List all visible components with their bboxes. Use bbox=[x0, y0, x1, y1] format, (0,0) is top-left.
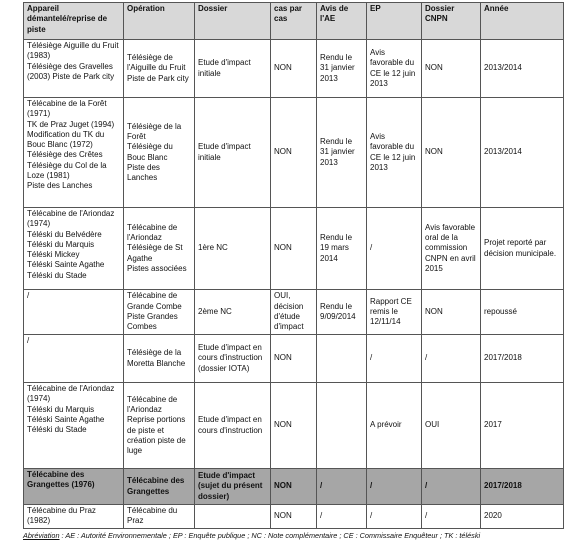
cell-annee bbox=[481, 40, 564, 98]
table-row bbox=[24, 469, 564, 505]
cell-line: / bbox=[425, 511, 428, 521]
cell-line: / bbox=[27, 291, 30, 300]
cell-line: repoussé bbox=[484, 306, 517, 316]
cell-appareil bbox=[24, 335, 124, 383]
cell-avis-ae bbox=[317, 208, 367, 290]
cell-avis-ae bbox=[317, 505, 367, 529]
cell-cas-par-cas bbox=[271, 208, 317, 290]
cell-ep bbox=[367, 335, 422, 383]
cell-dossier bbox=[195, 505, 271, 529]
table-row bbox=[24, 98, 564, 208]
cell-line: 2013/2014 bbox=[484, 147, 522, 157]
cell-line: NON bbox=[274, 420, 292, 430]
cell-line: Télésiège de la Forêt bbox=[127, 121, 182, 141]
cell-line: Rapport CE remis le 12/11/14 bbox=[370, 296, 412, 327]
cell-line: / bbox=[370, 353, 373, 363]
cell-ep bbox=[367, 290, 422, 335]
cell-line: NON bbox=[274, 147, 292, 157]
table-row bbox=[24, 505, 564, 529]
cell-line: Avis favorable du CE le 12 juin 2013 bbox=[370, 131, 416, 172]
cell-line: Téléski du Marquis bbox=[27, 404, 95, 414]
cell-annee bbox=[481, 335, 564, 383]
cell-line: NON bbox=[274, 511, 292, 521]
cell-cas-par-cas bbox=[271, 98, 317, 208]
cell-line: 1ère NC bbox=[198, 243, 228, 253]
cell-line: Projet reporté par décision municipale. bbox=[484, 238, 557, 258]
cell-ep bbox=[367, 383, 422, 469]
cell-line: Télécabine de l'Ariondaz bbox=[127, 222, 178, 243]
cell-appareil bbox=[24, 469, 124, 505]
cell-line: / bbox=[320, 481, 323, 491]
header-cas-par-cas: cas par cas bbox=[271, 3, 317, 40]
cell-line: OUI, décision d'étude d'impact bbox=[274, 291, 304, 332]
header-avis-ae: Avis de l'AE bbox=[317, 3, 367, 40]
cell-line: / bbox=[370, 511, 373, 521]
header-ep: EP bbox=[367, 3, 422, 40]
cell-avis-ae bbox=[317, 290, 367, 335]
cell-cas-par-cas bbox=[271, 40, 317, 98]
cell-appareil bbox=[24, 383, 124, 469]
cell-line: Téléski du Marquis bbox=[27, 239, 95, 249]
cell-line: Télécabine de l'Ariondaz (1974) bbox=[27, 384, 115, 404]
cell-line: Télécabine de Grande Combe Piste Grandes Combes bbox=[127, 291, 182, 332]
cell-annee bbox=[481, 98, 564, 208]
cell-line: NON bbox=[425, 306, 443, 316]
cell-dossier-cnpn bbox=[422, 505, 481, 529]
cell-line: Téléski du Belvédère bbox=[27, 229, 102, 239]
cell-dossier bbox=[195, 40, 271, 98]
cell-appareil bbox=[24, 98, 124, 208]
cell-line: Piste des Lanches bbox=[127, 162, 160, 183]
cell-line: 2020 bbox=[484, 511, 502, 521]
cell-appareil bbox=[24, 208, 124, 290]
cell-dossier-cnpn bbox=[422, 98, 481, 208]
cell-line: 2017/2018 bbox=[484, 353, 522, 363]
cell-line: Rendu le 19 mars 2014 bbox=[320, 233, 353, 263]
cell-line: NON bbox=[274, 481, 292, 491]
cell-line: Etude d'impact initiale bbox=[198, 142, 251, 162]
cell-line: Télésiège des Crêtes bbox=[27, 150, 103, 160]
cell-dossier-cnpn bbox=[422, 40, 481, 98]
cell-operation bbox=[124, 290, 195, 335]
table-row bbox=[24, 383, 564, 469]
cell-avis-ae bbox=[317, 335, 367, 383]
cell-dossier-cnpn bbox=[422, 208, 481, 290]
cell-line: 2ème NC bbox=[198, 306, 232, 316]
table-body bbox=[24, 40, 564, 529]
cell-line: Télésiège de la Moretta Blanche bbox=[127, 348, 186, 368]
cell-line: Etude d'impact initiale bbox=[198, 58, 251, 78]
cell-appareil bbox=[24, 505, 124, 529]
header-appareil: Appareil démantelé/reprise de piste bbox=[24, 3, 124, 40]
table-row bbox=[24, 335, 564, 383]
cell-line: Rendu le 31 janvier 2013 bbox=[320, 53, 355, 83]
table-row bbox=[24, 40, 564, 98]
cell-line: Piste de Park city bbox=[127, 73, 189, 83]
cell-dossier bbox=[195, 335, 271, 383]
cell-line: NON bbox=[274, 243, 292, 253]
cell-line: Etude d'impact en cours d'instruction (dossier IOTA) bbox=[198, 343, 263, 373]
cell-dossier-cnpn bbox=[422, 383, 481, 469]
cell-line: / bbox=[425, 481, 428, 491]
cell-line: NON bbox=[274, 353, 292, 363]
cell-line: Reprise portions de piste et création piste de luge bbox=[127, 415, 186, 456]
cell-line: Téléski du Stade bbox=[27, 425, 87, 435]
header-annee: Année bbox=[481, 3, 564, 40]
cell-line: A prévoir bbox=[370, 420, 402, 430]
footnote-text: : AE : Autorité Environnementale ; EP : Enquête publique ; NC : Note complémentaire ; CE : Commissaire Enquêteur ; TK : téléski bbox=[59, 531, 481, 540]
cell-dossier bbox=[195, 469, 271, 505]
cell-line: Télécabine des Grangettes bbox=[127, 476, 185, 496]
cell-dossier-cnpn bbox=[422, 469, 481, 505]
cell-avis-ae bbox=[317, 98, 367, 208]
cell-line: Téléski Sainte Agathe bbox=[27, 260, 105, 270]
cell-line: / bbox=[370, 243, 373, 253]
cell-line: / bbox=[320, 511, 323, 521]
cell-line: NON bbox=[425, 63, 443, 73]
cell-line: Télésiège du Col de la Loze (1981) bbox=[27, 160, 107, 181]
cell-annee bbox=[481, 383, 564, 469]
cell-line: Télésiège des Gravelles (2003) Piste de Park city bbox=[27, 61, 115, 81]
cell-line: Télésiège de l'Aiguille du Fruit bbox=[127, 53, 186, 73]
cell-cas-par-cas bbox=[271, 383, 317, 469]
table-row bbox=[24, 290, 564, 335]
cell-line: 2017 bbox=[484, 420, 502, 430]
cell-appareil bbox=[24, 40, 124, 98]
cell-line: Télécabine de l'Ariondaz (1974) bbox=[27, 209, 115, 229]
cell-avis-ae bbox=[317, 469, 367, 505]
cell-line: Rendu le 9/09/2014 bbox=[320, 301, 356, 321]
cell-line: Télécabine du Praz (1982) bbox=[27, 506, 96, 526]
cell-line: Télécabine de la Forêt (1971) bbox=[27, 99, 107, 119]
cell-line: Modification du TK du Bouc Blanc (1972) bbox=[27, 129, 105, 150]
header-operation: Opération bbox=[124, 3, 195, 40]
operations-table bbox=[23, 2, 564, 529]
cell-ep bbox=[367, 98, 422, 208]
cell-dossier-cnpn bbox=[422, 290, 481, 335]
cell-ep bbox=[367, 505, 422, 529]
cell-line: NON bbox=[425, 147, 443, 157]
cell-operation bbox=[124, 98, 195, 208]
cell-operation bbox=[124, 469, 195, 505]
cell-operation bbox=[124, 335, 195, 383]
cell-annee bbox=[481, 469, 564, 505]
abbreviation-footnote bbox=[23, 531, 480, 540]
cell-appareil bbox=[24, 290, 124, 335]
cell-line: Téléski Mickey bbox=[27, 250, 80, 260]
cell-dossier bbox=[195, 98, 271, 208]
header-dossier-cnpn: Dossier CNPN bbox=[422, 3, 481, 40]
cell-operation bbox=[124, 40, 195, 98]
cell-cas-par-cas bbox=[271, 469, 317, 505]
cell-line: Piste des Lanches bbox=[27, 181, 93, 191]
cell-line: OUI bbox=[425, 420, 440, 430]
table-row bbox=[24, 208, 564, 290]
header-dossier: Dossier bbox=[195, 3, 271, 40]
cell-ep bbox=[367, 469, 422, 505]
cell-operation bbox=[124, 208, 195, 290]
cell-ep bbox=[367, 208, 422, 290]
cell-line: Télésiège Aiguille du Fruit (1983) bbox=[27, 41, 119, 61]
cell-line: Télécabine des Grangettes (1976) bbox=[27, 470, 95, 490]
cell-avis-ae bbox=[317, 383, 367, 469]
cell-operation bbox=[124, 505, 195, 529]
cell-line: Avis favorable du CE le 12 juin 2013 bbox=[370, 47, 416, 88]
cell-line: Pistes associées bbox=[127, 263, 187, 273]
cell-line: NON bbox=[274, 63, 292, 73]
cell-cas-par-cas bbox=[271, 335, 317, 383]
cell-line: Télésiège du Bouc Blanc bbox=[127, 142, 173, 162]
cell-dossier-cnpn bbox=[422, 335, 481, 383]
cell-annee bbox=[481, 505, 564, 529]
cell-line: 2013/2014 bbox=[484, 63, 522, 73]
cell-line: Télécabine de l'Ariondaz bbox=[127, 394, 178, 414]
cell-line: Téléski du Stade bbox=[27, 270, 87, 280]
cell-line: / bbox=[370, 481, 373, 491]
cell-dossier bbox=[195, 208, 271, 290]
cell-line: Téléski Sainte Agathe bbox=[27, 414, 105, 424]
cell-line: / bbox=[27, 336, 30, 345]
cell-line: Etude d'impact (sujet du présent dossier) bbox=[198, 471, 263, 501]
cell-annee bbox=[481, 208, 564, 290]
cell-line: TK de Praz Juget (1994) bbox=[27, 119, 115, 129]
cell-dossier bbox=[195, 290, 271, 335]
cell-line: Avis favorable oral de la commission CNPN en avril 2015 bbox=[425, 222, 476, 273]
cell-annee bbox=[481, 290, 564, 335]
cell-cas-par-cas bbox=[271, 290, 317, 335]
cell-line: Télésiège de St Agathe bbox=[127, 243, 183, 263]
cell-line: Rendu le 31 janvier 2013 bbox=[320, 137, 355, 167]
footnote-label: Abréviation bbox=[23, 531, 60, 540]
cell-line: Télécabine du Praz bbox=[127, 506, 178, 526]
cell-line: / bbox=[425, 353, 428, 363]
cell-cas-par-cas bbox=[271, 505, 317, 529]
table-header-row bbox=[24, 3, 564, 40]
cell-dossier bbox=[195, 383, 271, 469]
cell-avis-ae bbox=[317, 40, 367, 98]
cell-ep bbox=[367, 40, 422, 98]
cell-line: Etude d'impact en cours d'instruction bbox=[198, 415, 263, 435]
cell-line: 2017/2018 bbox=[484, 481, 522, 491]
cell-operation bbox=[124, 383, 195, 469]
